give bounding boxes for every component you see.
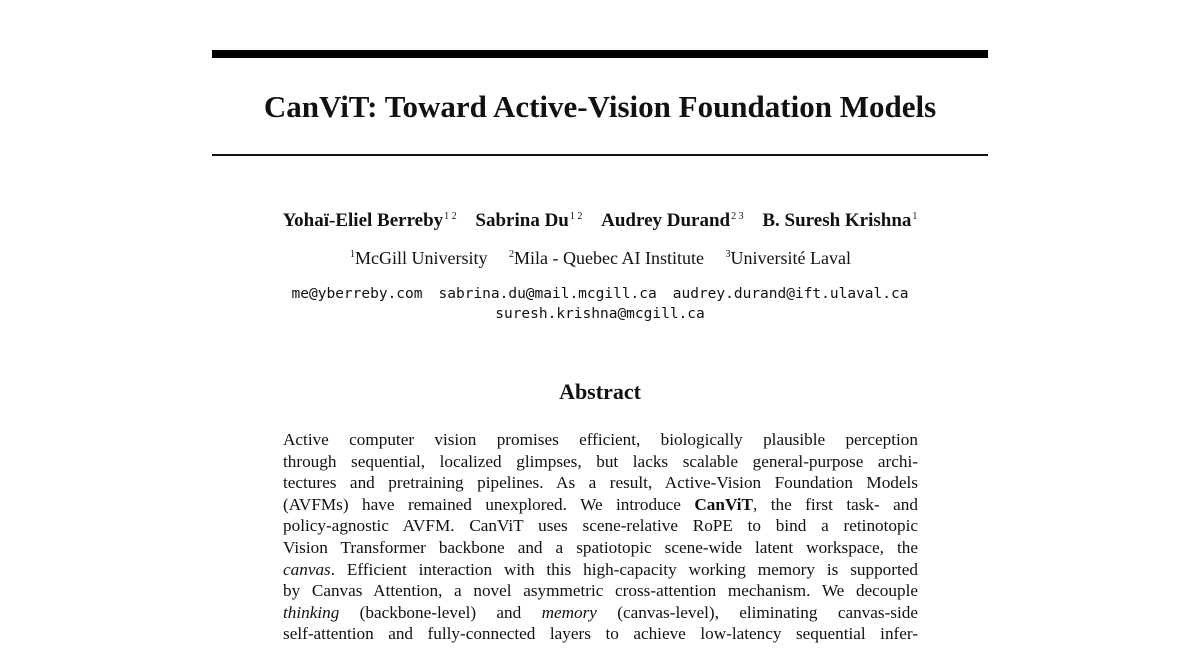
abstract-line — [283, 494, 918, 516]
author-name: B. Suresh Krishna — [762, 210, 912, 231]
author-affiliation-marks: 2 3 — [731, 211, 744, 222]
abstract-line — [283, 559, 918, 581]
abstract-line — [283, 602, 918, 624]
author-affiliation-marks: 1 — [912, 211, 918, 222]
abstract-italic-text: thinking — [283, 602, 340, 622]
affiliation-list — [150, 245, 1050, 271]
author-name: Sabrina Du — [475, 210, 569, 231]
affiliation — [508, 245, 704, 271]
affiliation-name: Université Laval — [730, 248, 851, 268]
affiliation-mark: 2 — [509, 249, 515, 260]
abstract-text: by Canvas Attention, a novel asymmetric cross-attention mechanism. We decouple — [283, 581, 918, 601]
email-address: suresh.krishna@mcgill.ca — [495, 306, 705, 322]
author-list — [150, 208, 1050, 234]
email-address: me@yberreby.com — [291, 286, 423, 302]
abstract-line — [283, 623, 918, 645]
abstract-line — [283, 515, 918, 537]
abstract-line — [283, 472, 918, 494]
author — [283, 208, 457, 234]
author-affiliation-marks: 1 2 — [569, 211, 583, 222]
abstract-body — [283, 429, 918, 645]
abstract-line — [283, 429, 918, 451]
abstract-heading: Abstract — [559, 379, 641, 404]
title-top-rule — [212, 50, 988, 58]
affiliation — [724, 245, 850, 271]
author-name: Yohaï-Eliel Berreby — [282, 210, 444, 231]
affiliation-mark: 3 — [725, 249, 731, 260]
email-list — [150, 284, 1050, 324]
email-line — [150, 304, 1050, 324]
abstract-text: self-attention and fully-connected layers to achieve low-latency sequential infer- — [283, 624, 918, 644]
abstract-text: (AVFMs) have remained unexplored. We introduce — [283, 494, 695, 514]
email-line — [150, 284, 1050, 304]
title-bottom-rule — [212, 154, 988, 156]
abstract-text: Active computer vision promises efficient, biologically plausible perception — [283, 430, 918, 449]
abstract-text: (canvas-level), eliminating canvas-side — [596, 602, 918, 622]
abstract-text: . Efficient interaction with this high-capacity working memory is supported — [330, 559, 918, 579]
abstract-italic-text: memory — [541, 602, 597, 622]
affiliation-name: Mila - Quebec AI Institute — [514, 248, 704, 268]
author — [475, 208, 582, 234]
email-address: sabrina.du@mail.mcgill.ca — [438, 286, 657, 302]
affiliation — [349, 245, 488, 271]
abstract-text: through sequential, localized glimpses, but lacks scalable general-purpose archi- — [283, 451, 918, 471]
email-address: audrey.durand@ift.ulaval.ca — [672, 286, 909, 302]
abstract-line — [283, 537, 918, 559]
author — [762, 208, 917, 234]
abstract-text: policy-agnostic AVFM. CanViT uses scene-relative RoPE to bind a retinotopic — [283, 516, 918, 536]
affiliation-name: McGill University — [355, 248, 488, 268]
author — [601, 208, 743, 234]
affiliation-mark: 1 — [350, 249, 356, 260]
abstract-line — [283, 580, 918, 602]
abstract-text: Vision Transformer backbone and a spatiotopic scene-wide latent workspace, the — [283, 537, 918, 557]
abstract-bold-text: CanViT — [694, 494, 753, 514]
abstract-text: (backbone-level) and — [339, 602, 542, 622]
author-affiliation-marks: 1 2 — [444, 211, 457, 222]
author-name: Audrey Durand — [601, 210, 731, 231]
paper-title: CanViT: Toward Active-Vision Foundation Models — [263, 89, 937, 124]
abstract-text: , the first task- and — [752, 494, 918, 514]
abstract-line — [283, 451, 918, 473]
abstract-text: tectures and pretraining pipelines. As a result, Active-Vision Foundation Models — [283, 473, 918, 493]
abstract-italic-text: canvas — [283, 559, 331, 579]
